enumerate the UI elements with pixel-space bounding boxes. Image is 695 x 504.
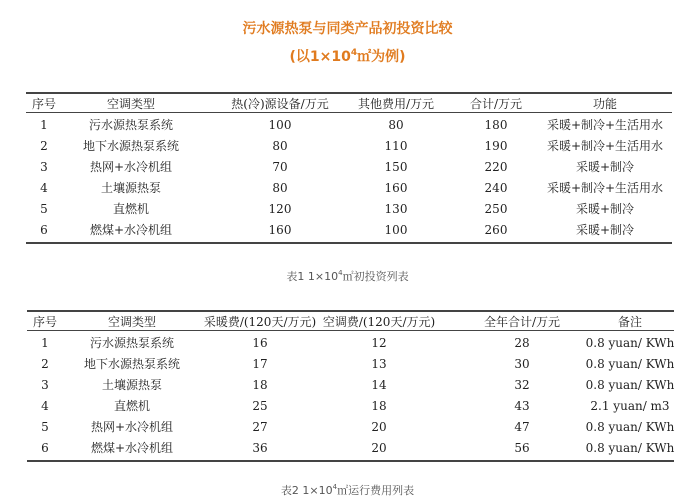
table-cell: 污水源热泵系统 [89,336,174,350]
caption-suffix: ㎡运行费用列表 [337,484,415,497]
table-row [27,354,674,374]
table-cell: 直燃机 [113,399,150,413]
table-cell: 32 [514,378,530,392]
table-cell: 5 [41,420,49,434]
table-row [27,396,674,416]
table-cell: 70 [272,160,288,174]
table-cell: 16 [252,336,268,350]
table-cell: 20 [371,441,387,455]
table-cell: 160 [268,223,292,237]
table-cell: 2.1 yuan/ m3 [590,399,670,413]
operating-cost-table [27,310,674,460]
table-cell: 4 [40,181,48,195]
table-cell: 0.8 yuan/ KWh [585,378,675,392]
table-cell: 土壤源热泵 [100,181,161,195]
table-cell: 污水源热泵系统 [88,118,173,132]
table-cell: 采暖+制冷+生活用水 [546,181,664,195]
table-cell: 100 [268,118,292,132]
table-header [27,312,674,332]
table-cell: 80 [272,139,288,153]
table-cell: 5 [40,202,48,216]
table-cell: 18 [371,399,387,413]
table-cell: 28 [514,336,530,350]
header-cell: 采暖费/(120天/万元) [203,315,317,329]
table-cell: 17 [252,357,268,371]
header-cell: 空调费/(120天/万元) [322,315,436,329]
table-cell: 采暖+制冷+生活用水 [546,118,664,132]
table-header-rule [27,330,674,331]
table-row [27,375,674,395]
table-cell: 0.8 yuan/ KWh [585,336,675,350]
table-cell: 18 [252,378,268,392]
table-cell: 27 [252,420,268,434]
table-cell: 13 [371,357,387,371]
table-cell: 6 [41,441,49,455]
header-cell: 功能 [592,97,617,111]
table-cell: 0.8 yuan/ KWh [585,441,675,455]
table-cell: 120 [268,202,292,216]
table-cell: 80 [388,118,404,132]
table-cell: 采暖+制冷 [575,160,635,174]
table-cell: 160 [384,181,408,195]
table-cell: 12 [371,336,387,350]
caption-exponent: 4 [338,269,343,278]
table-cell: 3 [41,378,49,392]
header-cell: 其他费用/万元 [357,97,435,111]
subtitle-prefix: (以1×10 [289,49,351,65]
header-cell: 全年合计/万元 [483,315,561,329]
table-cell: 2 [41,357,49,371]
table-bottom-rule [27,460,674,462]
caption-prefix: 表2 1×10 [280,484,333,497]
table-cell: 燃煤+水冷机组 [89,223,173,237]
header-cell: 空调类型 [106,97,155,111]
table-cell: 4 [41,399,49,413]
table-cell: 0.8 yuan/ KWh [585,357,675,371]
header-cell: 热(冷)源设备/万元 [231,97,329,111]
page-title: 污水源热泵与同类产品初投资比较 [242,21,453,37]
table-cell: 直燃机 [112,202,149,216]
table-cell: 100 [384,223,408,237]
table-cell: 热网+水冷机组 [89,160,173,174]
table-cell: 燃煤+水冷机组 [90,441,174,455]
header-cell: 序号 [32,315,57,329]
table-cell: 130 [384,202,408,216]
table-cell: 土壤源热泵 [101,378,162,392]
table-row [26,220,672,240]
table-cell: 80 [272,181,288,195]
table-bottom-rule [26,242,672,244]
table-row [26,115,672,135]
header-cell: 序号 [31,97,56,111]
table-row [26,178,672,198]
table-row [26,157,672,177]
table-cell: 6 [40,223,48,237]
operating-cost-table-caption [0,482,695,498]
table-cell: 14 [371,378,387,392]
table-row [27,438,674,458]
table-row [26,136,672,156]
table-row [27,333,674,353]
table-cell: 43 [514,399,530,413]
table-cell: 20 [371,420,387,434]
table-cell: 56 [514,441,530,455]
table-cell: 地下水源热泵系统 [83,357,180,371]
table-cell: 热网+水冷机组 [90,420,174,434]
table-header [26,94,672,114]
table-cell: 地下水源热泵系统 [82,139,179,153]
table-cell: 260 [484,223,508,237]
table-cell: 250 [484,202,508,216]
table-cell: 220 [484,160,508,174]
table-cell: 采暖+制冷+生活用水 [546,139,664,153]
table-cell: 采暖+制冷 [575,202,635,216]
table-cell: 25 [252,399,268,413]
investment-table-caption [0,268,695,284]
table-cell: 采暖+制冷 [575,223,635,237]
investment-table [26,92,672,242]
table-cell: 190 [484,139,508,153]
table-cell: 1 [40,118,48,132]
table-header-rule [26,112,672,113]
subtitle-suffix: ㎡为例) [357,49,406,65]
header-cell: 备注 [617,315,642,329]
table-cell: 150 [384,160,408,174]
table-cell: 110 [384,139,408,153]
header-cell: 合计/万元 [469,97,523,111]
table-cell: 240 [484,181,508,195]
caption-exponent: 4 [332,483,338,492]
table-cell: 36 [252,441,268,455]
table-row [26,199,672,219]
page-subtitle [0,46,695,66]
caption-suffix: ㎡初投资列表 [342,270,409,283]
table-cell: 3 [40,160,48,174]
table-cell: 2 [40,139,48,153]
caption-prefix: 表1 1×10 [286,270,339,283]
table-cell: 1 [41,336,49,350]
table-row [27,417,674,437]
table-cell: 180 [484,118,508,132]
table-cell: 0.8 yuan/ KWh [585,420,675,434]
table-cell: 30 [514,357,530,371]
table-cell: 47 [514,420,530,434]
header-cell: 空调类型 [107,315,156,329]
subtitle-exponent: 4 [350,48,358,59]
